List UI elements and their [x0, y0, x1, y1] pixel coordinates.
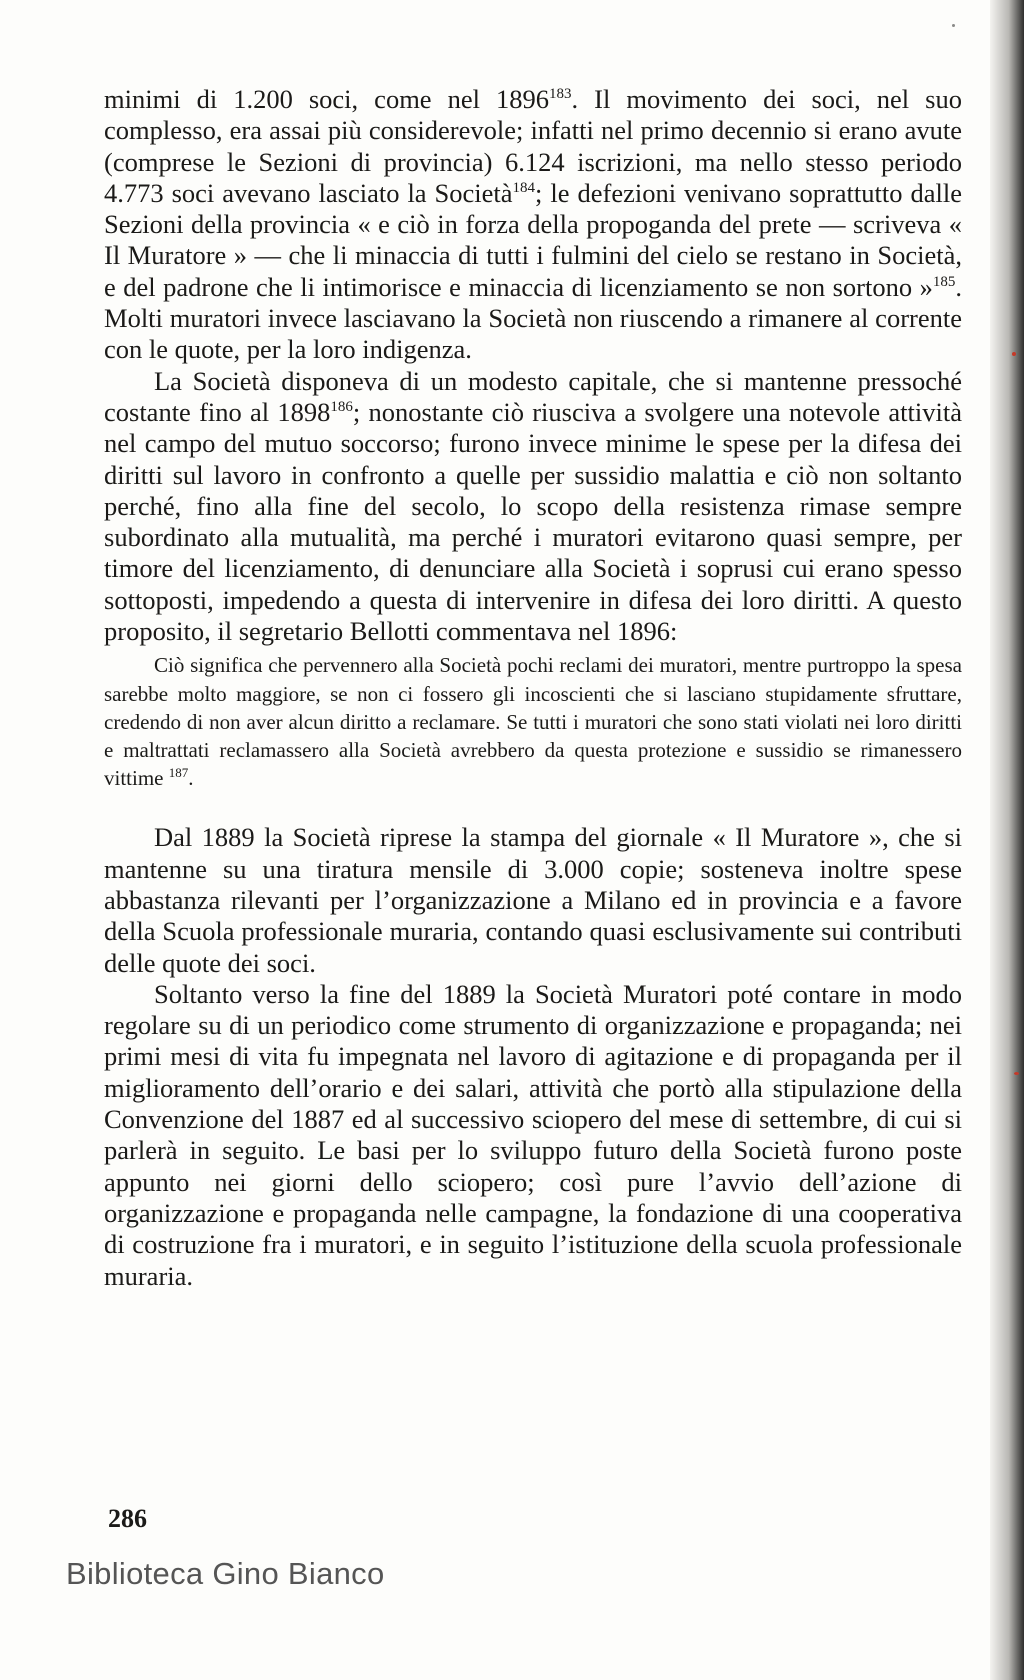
block-quote: Ciò significa che pervennero alla Società pochi reclami dei muratori, mentre purtroppo la spesa sarebbe molto maggiore, se non ci fossero gli incoscienti che si lasciano stupidamente sfruttare, credendo di non aver alcun diritto a reclamare. Se tutti i muratori che sono stati violati nei loro diritti e maltrattati reclamassero alla Società avrebbero da questa protezione e sussidio se rimanessero vittime $^{187}$.	[104, 653, 962, 791]
paragraph-2: La Società disponeva di un modesto capitale, che si mantenne pressoché costante fino al 1898$^{186}$; nonostante ciò riusciva a svolgere una notevole attività nel campo del mutuo soccorso; furono invece minime le spese per la difesa dei diritti sul lavoro in confronto a quelle per sussidio malattia e ciò non soltanto perché, fino alla fine del secolo, lo scopo della resistenza rimase sempre subordinato alla mutualità, ma perché i muratori evitarono quasi sempre, per timore del licenziamento, di denunciare alla Società i soprusi cui erano spesso sottoposti, impedendo a questa di intervenire in difesa dei loro diritti. A questo proposito, il segretario Bellotti commentava nel 1896:	[104, 365, 962, 647]
paragraph-1: minimi di 1.200 soci, come nel 1896$^{183}$. Il movimento dei soci, nel suo complesso, era assai più considerevole; infatti nel primo decennio si erano avute (comprese le Sezioni di provincia) 6.124 iscrizioni, ma nello stesso periodo 4.773 soci avevano lasciato la Società$^{184}$; le defezioni venivano soprattutto dalle Sezioni della provincia « e ciò in forza della propoganda del prete — scriveva « Il Muratore » — che li minaccia di tutti i fulmini del cielo se restano in Società, e del padrone che li intimorisce e minaccia di licenziamento se non sortono »$^{185}$. Molti muratori invece lasciavano la Società non riuscendo a rimanere al corrente con le quote, per la loro indigenza.	[104, 84, 962, 365]
footnote-ref: 186	[330, 398, 353, 415]
page-edge-shadow	[990, 0, 1024, 1680]
footnote-ref: 187	[168, 765, 189, 781]
page-number: 286	[108, 1504, 147, 1533]
margin-speck	[952, 24, 955, 27]
margin-speck	[1014, 1072, 1019, 1075]
margin-speck	[1012, 352, 1016, 356]
footnote-ref: 184	[512, 179, 536, 196]
paragraph-3: Dal 1889 la Società riprese la stampa del giornale « Il Muratore », che si mantenne su una tiratura mensile di 3.000 copie; sosteneva inoltre spese abbastanza rilevanti per l’organizzazione a Milano ed in provincia e a favore della Scuola professionale muraria, contando quasi esclusivamente sui contributi delle quote dei soci.	[104, 822, 962, 978]
text-block	[104, 84, 962, 1292]
library-watermark: Biblioteca Gino Bianco	[66, 1556, 385, 1591]
paragraph-4: Soltanto verso la fine del 1889 la Società Muratori poté contare in modo regolare su di un periodico come strumento di organizzazione e propaganda; nei primi mesi di vita fu impegnata nel lavoro di agitazione e di propaganda per il miglioramento dell’orario e dei salari, attività che portò alla stipulazione della Convenzione del 1887 ed al successivo sciopero del mese di settembre, di cui si parlerà in seguito. Le basi per lo sviluppo futuro della Società furono poste appunto nei giorni dello sciopero; così pure l’avvio dell’azione di organizzazione e propaganda nelle campagne, la fondazione di una cooperativa di costruzione fra i muratori, e in seguito l’istituzione della scuola professionale muraria.	[104, 978, 962, 1291]
footnote-ref: 185	[932, 273, 956, 290]
footnote-ref: 183	[548, 86, 572, 102]
